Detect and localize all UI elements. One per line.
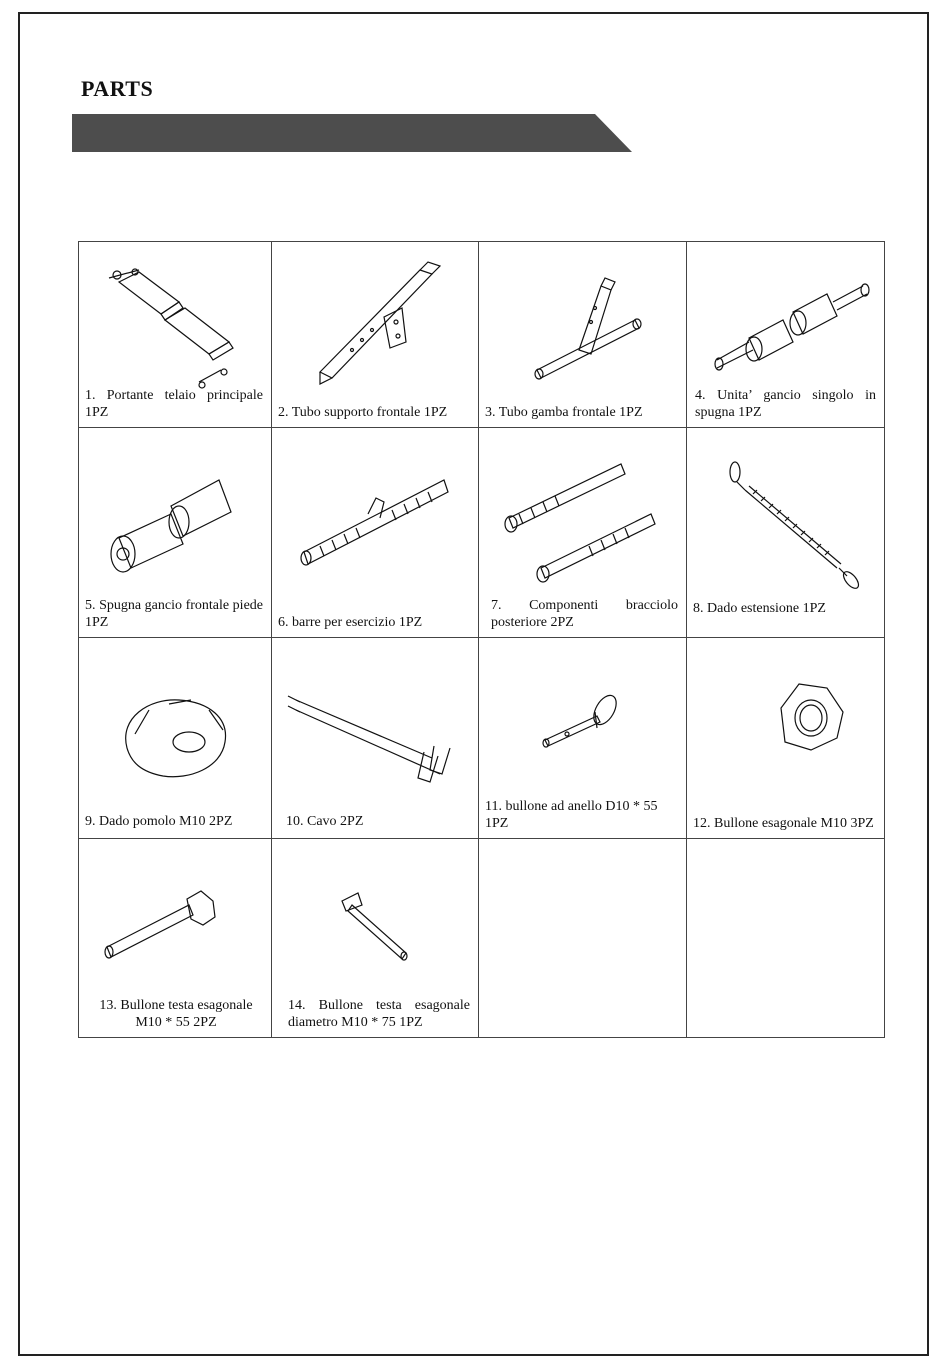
part-label: 13. Bullone testa esagonale M10 * 55 2PZ: [99, 998, 253, 1030]
part-label: 2. Tubo supporto frontale 1PZ: [278, 405, 448, 420]
part-cell: [687, 638, 885, 839]
part-cell: [687, 428, 885, 638]
part-cell: [272, 638, 479, 839]
parts-table: [78, 241, 885, 1038]
part-label: 4. Unita’ gancio singolo in spugna 1PZ: [695, 388, 876, 420]
hex-nut-icon: [687, 638, 885, 838]
front-leg-tube-icon: [479, 242, 687, 427]
title-banner: [72, 114, 632, 152]
part-label: 11. bullone ad anello D10 * 55 1PZ: [485, 799, 658, 831]
part-cell-empty: [479, 839, 687, 1038]
knob-nut-icon: [79, 638, 272, 838]
part-cell: [479, 638, 687, 839]
part-cell: [79, 839, 272, 1038]
part-label: 14. Bullone testa esagonale diametro M10 * 75 1PZ: [288, 998, 470, 1030]
cable-icon: [272, 638, 479, 838]
part-label: 6. barre per esercizio 1PZ: [278, 615, 423, 630]
part-label: 3. Tubo gamba frontale 1PZ: [485, 405, 643, 420]
part-label: 8. Dado estensione 1PZ: [693, 601, 826, 616]
part-cell: [272, 839, 479, 1038]
exercise-bar-icon: [272, 428, 479, 637]
part-cell-empty: [687, 839, 885, 1038]
part-cell: [79, 428, 272, 638]
part-label: 10. Cavo 2PZ: [286, 814, 364, 829]
part-cell: [272, 428, 479, 638]
part-cell: [272, 242, 479, 428]
part-label: 5. Spugna gancio frontale piede 1PZ: [85, 598, 263, 630]
part-cell: [479, 428, 687, 638]
part-label: 7. Componenti bracciolo posteriore 2PZ: [491, 598, 678, 630]
part-label: 9. Dado pomolo M10 2PZ: [85, 814, 233, 829]
part-label: 1. Portante telaio principale 1PZ: [85, 388, 263, 420]
front-support-tube-icon: [272, 242, 479, 427]
part-cell: [687, 242, 885, 428]
part-cell: [79, 242, 272, 428]
part-label: 12. Bullone esagonale M10 3PZ: [693, 816, 874, 831]
page-title: PARTS: [81, 76, 154, 101]
part-cell: [79, 638, 272, 839]
part-cell: [479, 242, 687, 428]
